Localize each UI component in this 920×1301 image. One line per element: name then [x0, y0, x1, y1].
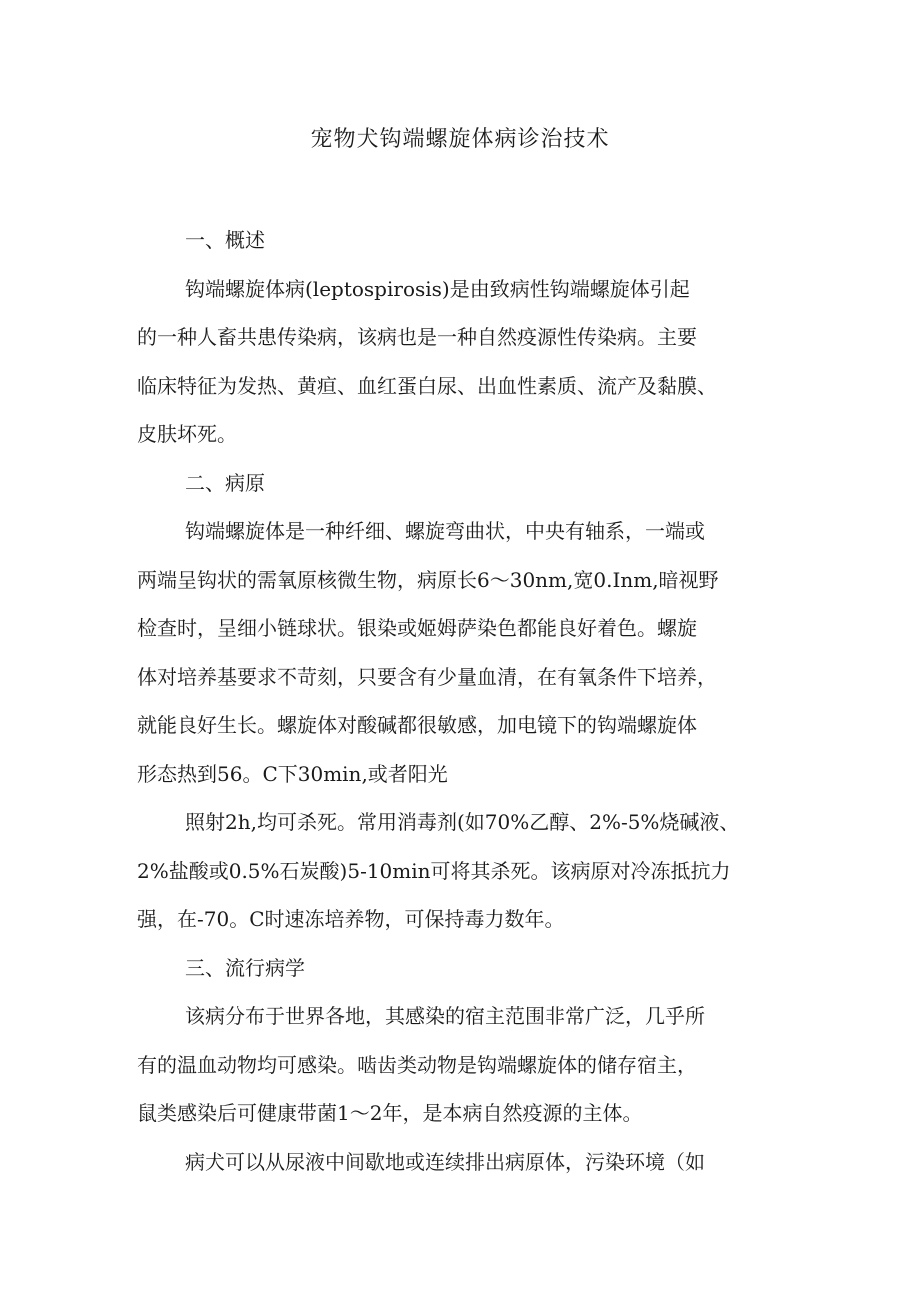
text-line: 钩端螺旋体是一种纤细、螺旋弯曲状，中央有轴系，一端或 [185, 519, 705, 543]
text-line: 该病分布于世界各地，其感染的宿主范围非常广泛，几乎所 [185, 1004, 705, 1028]
text-line: 2%盐酸或0.5%石炭酸)5-10min可将其杀死。该病原对冷冻抵抗力 [137, 858, 731, 883]
text-line: 二、病原 [185, 470, 265, 495]
text-line: 两端呈钩状的需氧原核微生物，病原长6～30nm,宽0.Inm,暗视野 [137, 567, 719, 592]
text-line: 检查时，呈细小链球状。银染或姬姆萨染色都能良好着色。螺旋 [137, 616, 697, 640]
document-body [137, 216, 813, 1186]
document-title: 宠物犬钩端螺旋体病诊治技术 [310, 127, 610, 152]
text-line: 照射2h,均可杀死。常用消毒剂(如70%乙醇、2%-5%烧碱液、 [185, 810, 740, 834]
text-line: 有的温血动物均可感染。啮齿类动物是钩端螺旋体的储存宿主， [137, 1052, 697, 1077]
text-line: 病犬可以从尿液中间歇地或连续排出病原体，污染环境（如 [185, 1149, 705, 1174]
text-line: 就能良好生长。螺旋体对酸碱都很敏感，加电镜下的钩端螺旋体 [137, 713, 697, 737]
text-line: 三、流行病学 [185, 955, 305, 980]
text-line: 鼠类感染后可健康带菌1～2年，是本病自然疫源的主体。 [137, 1101, 643, 1125]
text-line: 一、概述 [185, 228, 265, 252]
text-line: 强，在-70。C时速冻培养物，可保持毒力数年。 [137, 907, 565, 931]
text-line: 皮肤坏死。 [137, 422, 237, 446]
text-line: 的一种人畜共患传染病，该病也是一种自然疫源性传染病。主要 [137, 325, 697, 349]
text-line: 临床特征为发热、黄疸、血红蛋白尿、出血性素质、流产及黏膜、 [137, 373, 717, 398]
text-line: 体对培养基要求不苛刻，只要含有少量血清，在有氧条件下培养， [137, 664, 717, 689]
text-line: 形态热到56。C下30min,或者阳光 [137, 761, 448, 786]
text-line: 钩端螺旋体病(leptospirosis)是由致病性钩端螺旋体引起 [185, 276, 690, 301]
